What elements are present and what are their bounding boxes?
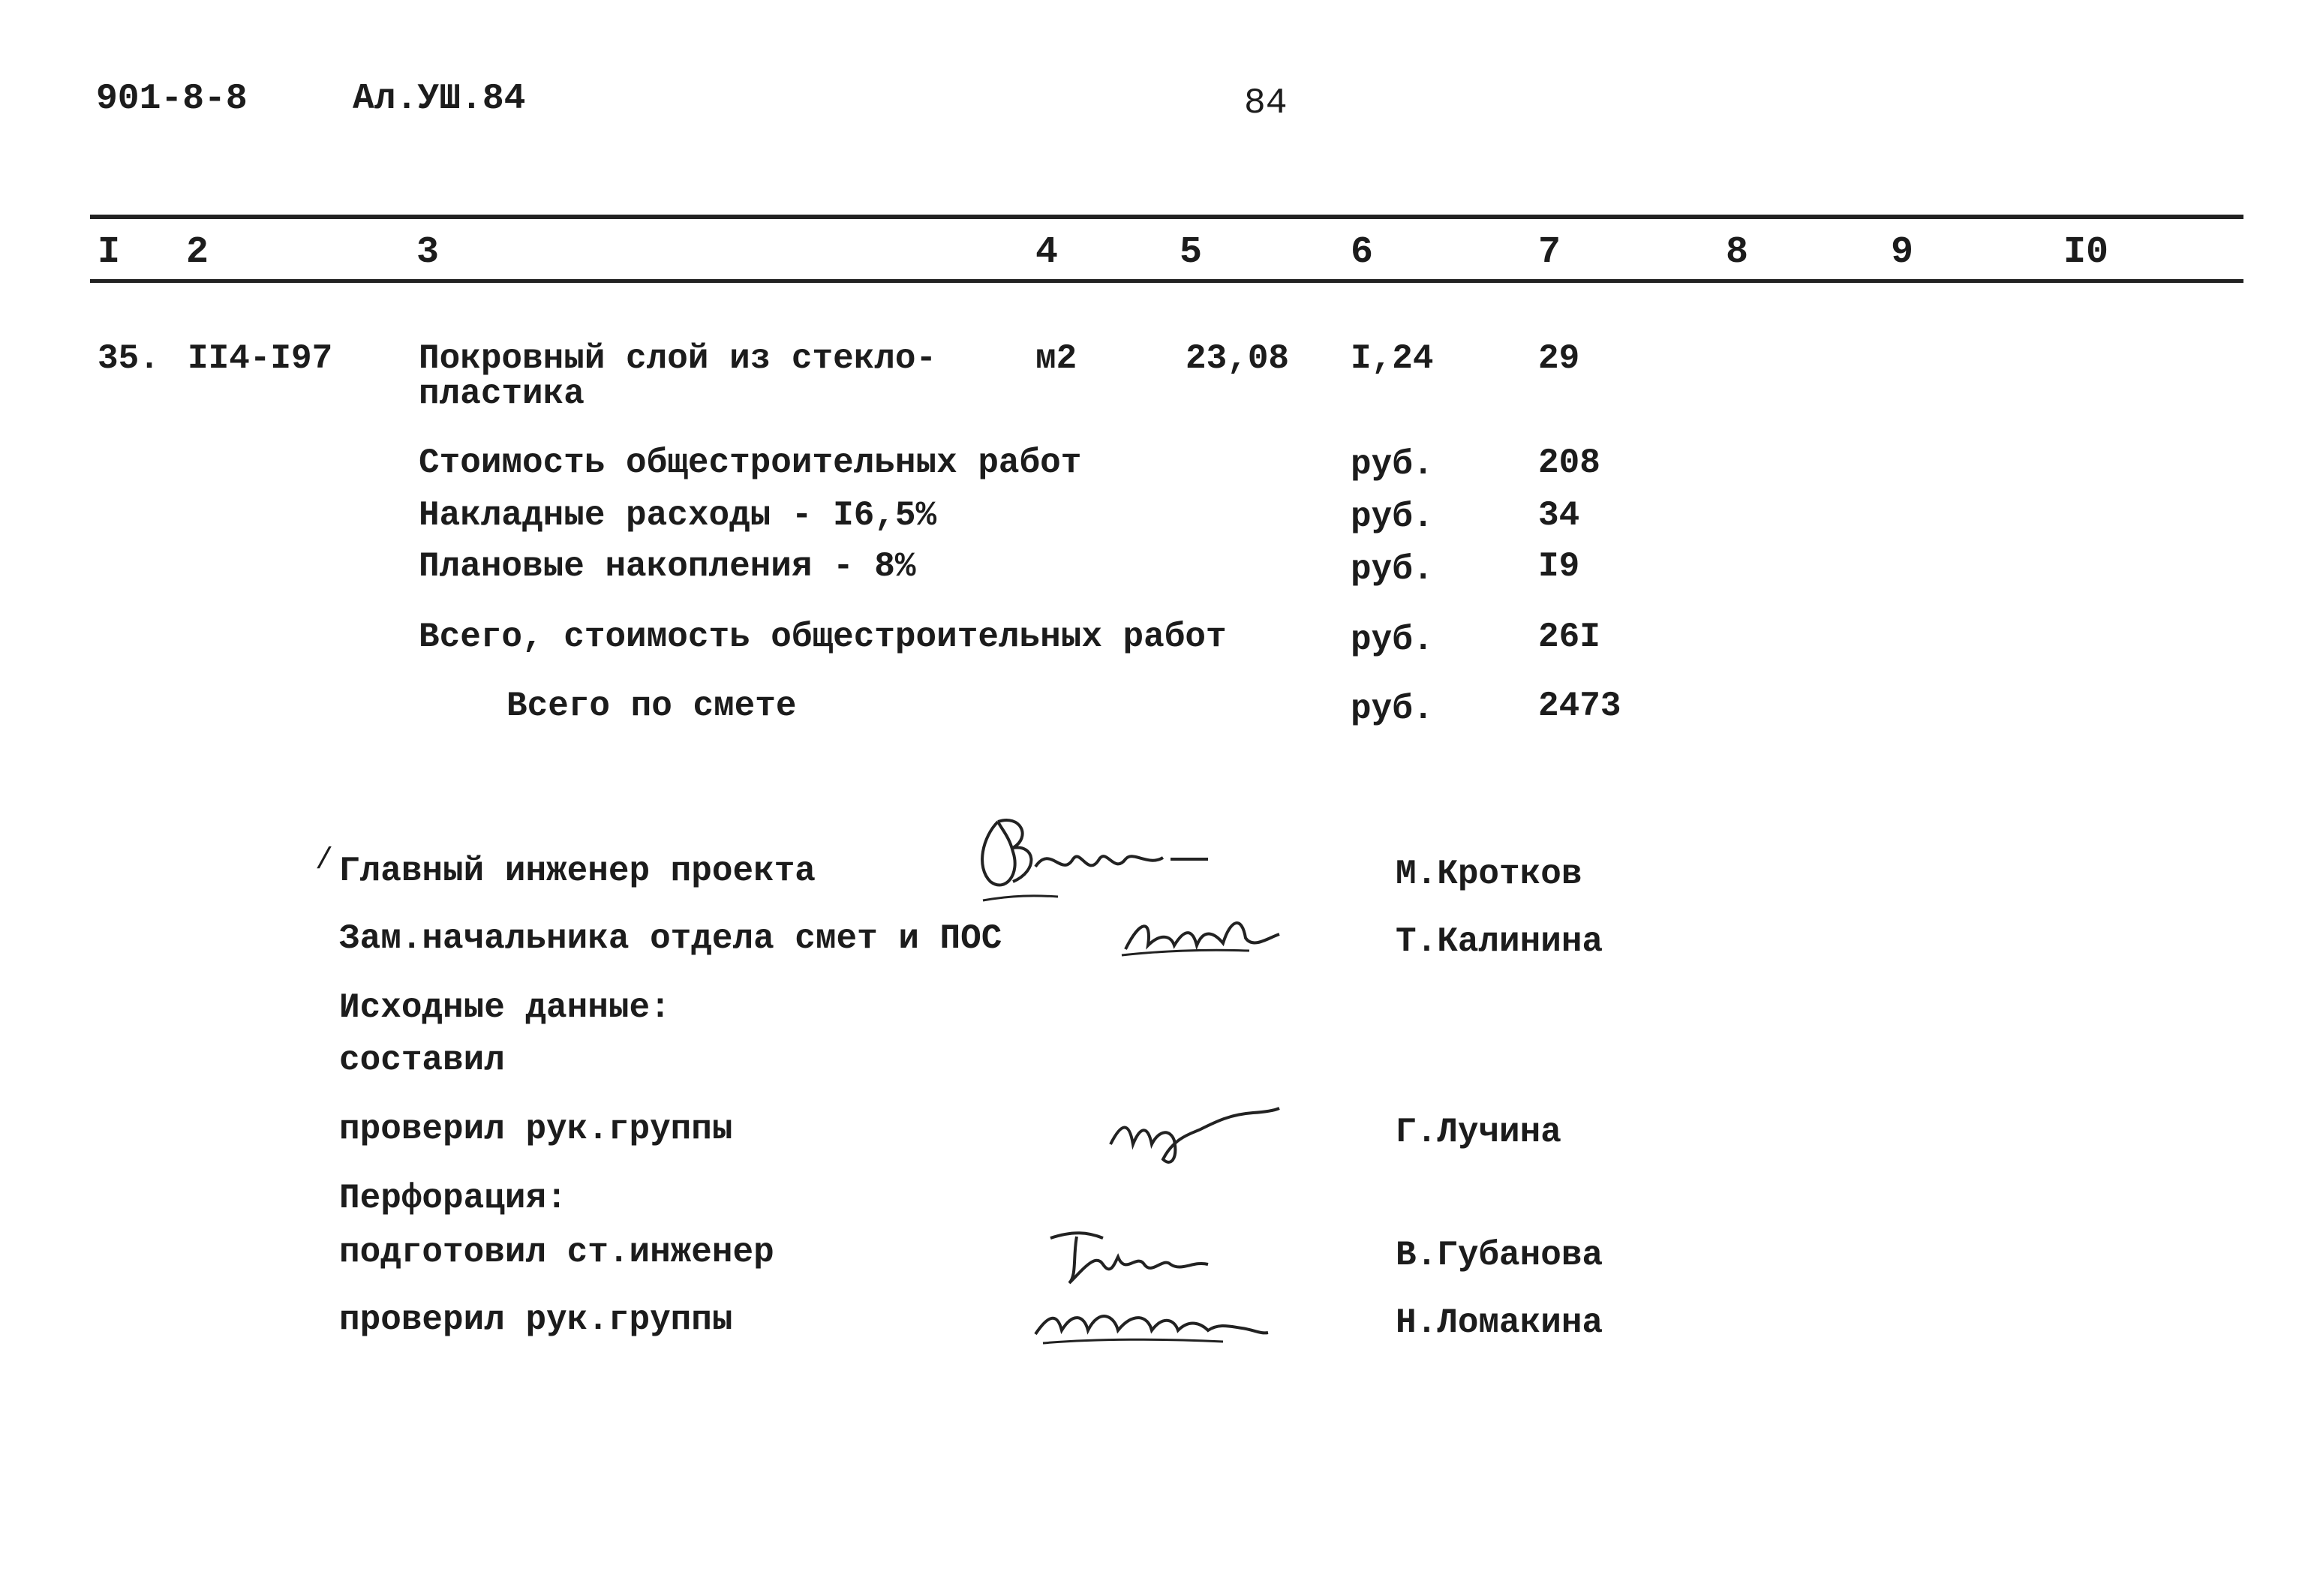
item-name-line2: пластика — [419, 374, 585, 413]
summary-unit: руб. — [1351, 621, 1434, 660]
item-price: I,24 — [1351, 339, 1434, 378]
column-number: 5 — [1180, 231, 1203, 274]
signer-role: проверил рук.группы — [339, 1300, 733, 1339]
signer-role: составил — [339, 1041, 505, 1080]
signer-role: подготовил ст.инженер — [339, 1233, 774, 1272]
handwritten-signature — [1043, 1223, 1231, 1291]
summary-label: Стоимость общестроительных работ — [419, 443, 1082, 482]
signer-name: Г.Лучина — [1396, 1113, 1561, 1152]
page-number: 84 — [1244, 83, 1288, 124]
summary-label: Плановые накопления - 8% — [419, 547, 916, 586]
item-unit: м2 — [1035, 339, 1077, 378]
signer-name: Н.Ломакина — [1396, 1303, 1603, 1342]
signer-name: В.Губанова — [1396, 1236, 1603, 1275]
section-label: Перфорация: — [339, 1179, 567, 1218]
column-number: 3 — [416, 231, 440, 274]
summary-unit: руб. — [1351, 690, 1434, 729]
item-quantity: 23,08 — [1186, 339, 1290, 378]
summary-value: 208 — [1538, 443, 1600, 482]
summary-value: I9 — [1538, 547, 1580, 586]
column-number: 4 — [1035, 231, 1059, 274]
summary-label: Всего по смете — [506, 687, 797, 726]
handwritten-signature — [1118, 904, 1291, 964]
column-number: I0 — [2063, 231, 2109, 274]
summary-value: 2473 — [1538, 687, 1621, 726]
column-number: 2 — [186, 231, 209, 274]
section-label: Исходные данные: — [339, 988, 671, 1027]
summary-value: 34 — [1538, 496, 1580, 535]
summary-label: Всего, стоимость общестроительных работ — [419, 618, 1227, 657]
summary-unit: руб. — [1351, 445, 1434, 484]
signer-role: Главный инженер проекта — [339, 852, 816, 891]
column-number: 9 — [1891, 231, 1914, 274]
column-number: 6 — [1351, 231, 1374, 274]
album-number: Ал.УШ.84 — [353, 79, 526, 119]
column-number: I — [98, 231, 121, 274]
item-code: II4-I97 — [188, 339, 333, 378]
handwritten-signature — [1028, 1289, 1276, 1349]
item-total: 29 — [1538, 339, 1580, 378]
doc-code: 901-8-8 — [96, 79, 248, 119]
item-name-line1: Покровный слой из стекло- — [419, 339, 937, 378]
signer-role: проверил рук.группы — [339, 1110, 733, 1149]
summary-label: Накладные расходы - I6,5% — [419, 496, 937, 535]
margin-tick: / — [315, 844, 334, 878]
column-number: 7 — [1538, 231, 1561, 274]
summary-value: 26I — [1538, 618, 1600, 657]
header-rule — [90, 279, 2243, 283]
handwritten-signature — [1103, 1092, 1283, 1167]
handwritten-signature — [968, 807, 1253, 904]
top-rule — [90, 215, 2243, 219]
summary-unit: руб. — [1351, 550, 1434, 589]
signer-name: Т.Калинина — [1396, 922, 1603, 961]
signer-name: М.Кротков — [1396, 855, 1582, 894]
column-number: 8 — [1726, 231, 1749, 274]
signer-role: Зам.начальника отдела смет и ПОС — [339, 919, 1002, 958]
summary-unit: руб. — [1351, 497, 1434, 537]
item-position: 35. — [98, 339, 160, 378]
